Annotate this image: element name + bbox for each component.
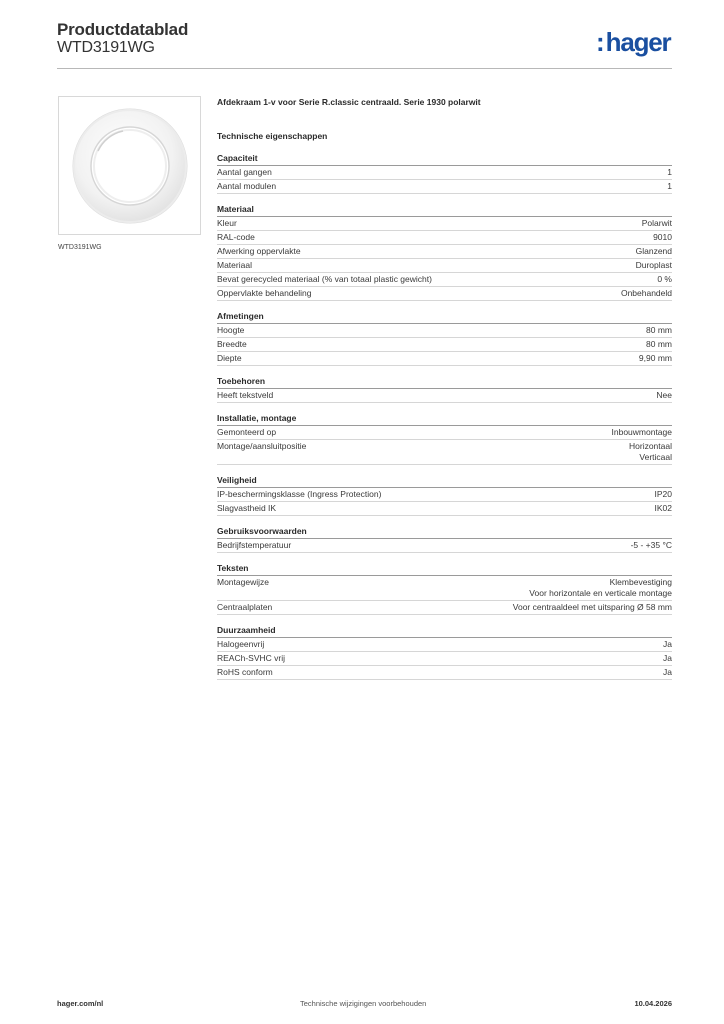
spec-value	[646, 325, 672, 336]
spec-row	[217, 338, 672, 352]
spec-value	[667, 181, 672, 192]
spec-value-line: Verticaal	[639, 452, 672, 462]
spec-section	[217, 375, 672, 403]
spec-label: Aantal gangen	[217, 167, 272, 177]
image-caption: WTD3191WG	[58, 244, 102, 251]
footer-disclaimer: Technische wijzigingen voorbehouden	[300, 999, 427, 1008]
spec-value-line: Horizontaal	[629, 441, 672, 451]
spec-value	[655, 489, 673, 500]
section-title: Teksten	[217, 562, 672, 576]
section-title: Veiligheid	[217, 474, 672, 488]
product-ring-image	[68, 106, 192, 226]
spec-value	[642, 218, 672, 229]
spec-value	[631, 540, 672, 551]
spec-value	[636, 246, 672, 257]
spec-value-line: 9,90 mm	[638, 353, 672, 363]
spec-row	[217, 601, 672, 615]
spec-value	[655, 503, 673, 514]
spec-value	[636, 260, 672, 271]
spec-value	[663, 653, 672, 664]
spec-row	[217, 576, 672, 601]
spec-value-line: Ja	[663, 653, 672, 663]
spec-label: Afwerking oppervlakte	[217, 246, 301, 256]
spec-label: Breedte	[217, 339, 247, 349]
spec-value	[629, 441, 672, 463]
spec-value	[646, 339, 672, 350]
spec-value-line: 9010	[653, 232, 672, 242]
spec-value-line: 80 mm	[646, 325, 672, 335]
spec-label: Gemonteerd op	[217, 427, 277, 437]
spec-row	[217, 245, 672, 259]
spec-value-line: 1	[667, 167, 672, 177]
spec-label: Kleur	[217, 218, 237, 228]
spec-label: Montagewijze	[217, 577, 269, 587]
specifications	[217, 96, 672, 689]
section-title: Capaciteit	[217, 152, 672, 166]
spec-label: Materiaal	[217, 260, 252, 270]
spec-label: Bedrijfstemperatuur	[217, 540, 292, 550]
spec-row	[217, 180, 672, 194]
spec-label: Montage/aansluitpositie	[217, 441, 307, 451]
section-title: Materiaal	[217, 203, 672, 217]
spec-value	[612, 427, 673, 438]
spec-value	[513, 602, 672, 613]
spec-label: Heeft tekstveld	[217, 390, 274, 400]
spec-section	[217, 474, 672, 516]
spec-row	[217, 666, 672, 680]
spec-label: Halogeenvrij	[217, 639, 265, 649]
spec-section	[217, 412, 672, 465]
spec-row	[217, 259, 672, 273]
spec-label: IP-beschermingsklasse (Ingress Protection)	[217, 489, 382, 499]
spec-row	[217, 324, 672, 338]
spec-value-line: Voor centraaldeel met uitsparing Ø 58 mm	[512, 602, 672, 612]
footer-date: 10.04.2026	[634, 999, 672, 1008]
spec-value-line: IP20	[654, 489, 672, 499]
spec-value	[621, 288, 672, 299]
product-image-frame	[58, 96, 201, 235]
spec-row	[217, 426, 672, 440]
spec-row	[217, 488, 672, 502]
spec-row	[217, 166, 672, 180]
spec-value-line: Glanzend	[635, 246, 672, 256]
spec-label: RAL-code	[217, 232, 255, 242]
logo-colon: :	[596, 27, 605, 57]
spec-value-line: Duroplast	[635, 260, 672, 270]
spec-row	[217, 389, 672, 403]
spec-value	[663, 667, 672, 678]
spec-label: Aantal modulen	[217, 181, 277, 191]
spec-value	[656, 390, 672, 401]
spec-label: Bevat gerecycled materiaal (% van totaal plastic gewicht)	[217, 274, 432, 284]
technical-properties-heading: Technische eigenschappen	[217, 131, 328, 141]
spec-section	[217, 562, 672, 615]
document-title: Productdatablad	[57, 20, 189, 39]
spec-row	[217, 287, 672, 301]
spec-row	[217, 638, 672, 652]
spec-row	[217, 352, 672, 366]
spec-value-line: Klembevestiging	[609, 577, 672, 587]
product-description: Afdekraam 1-v voor Serie R.classic centraald. Serie 1930 polarwit	[217, 97, 481, 107]
section-title: Afmetingen	[217, 310, 672, 324]
spec-value-line: Nee	[656, 390, 672, 400]
spec-value-line: Onbehandeld	[620, 288, 672, 298]
product-code-title: WTD3191WG	[57, 39, 155, 56]
spec-section	[217, 525, 672, 553]
section-title: Toebehoren	[217, 375, 672, 389]
section-title: Installatie, montage	[217, 412, 672, 426]
spec-value	[529, 577, 672, 599]
spec-value	[639, 353, 672, 364]
spec-row	[217, 273, 672, 287]
spec-label: Oppervlakte behandeling	[217, 288, 312, 298]
spec-label: REACh-SVHC vrij	[217, 653, 286, 663]
spec-section	[217, 152, 672, 194]
spec-label: Hoogte	[217, 325, 245, 335]
spec-value-line: IK02	[654, 503, 672, 513]
spec-value-line: Inbouwmontage	[611, 427, 672, 437]
spec-row	[217, 539, 672, 553]
spec-value-line: Ja	[663, 639, 672, 649]
spec-label: Diepte	[217, 353, 242, 363]
footer-website-link[interactable]: hager.com/nl	[57, 999, 104, 1008]
spec-label: RoHS conform	[217, 667, 273, 677]
spec-row	[217, 502, 672, 516]
spec-value-line: Polarwit	[641, 218, 672, 228]
section-title: Gebruiksvoorwaarden	[217, 525, 672, 539]
spec-row	[217, 652, 672, 666]
spec-value	[653, 232, 672, 243]
spec-label: Centraalplaten	[217, 602, 273, 612]
spec-sections	[217, 152, 672, 680]
spec-row	[217, 440, 672, 465]
section-title: Duurzaamheid	[217, 624, 672, 638]
spec-value-line: 1	[667, 181, 672, 191]
logo-text: hager	[605, 27, 671, 57]
spec-value	[663, 639, 672, 650]
spec-value-line: Ja	[663, 667, 672, 677]
hager-logo	[596, 29, 670, 55]
spec-value	[667, 167, 672, 178]
spec-label: Slagvastheid IK	[217, 503, 277, 513]
spec-section	[217, 624, 672, 680]
spec-section	[217, 310, 672, 366]
spec-value-line: Voor horizontale en verticale montage	[529, 588, 672, 598]
spec-row	[217, 231, 672, 245]
spec-value-line: -5 - +35 °C	[630, 540, 672, 550]
spec-row	[217, 217, 672, 231]
spec-section	[217, 203, 672, 301]
spec-value-line: 0 %	[657, 274, 672, 284]
spec-value	[657, 274, 672, 285]
spec-value-line: 80 mm	[646, 339, 672, 349]
header-divider	[57, 68, 672, 69]
